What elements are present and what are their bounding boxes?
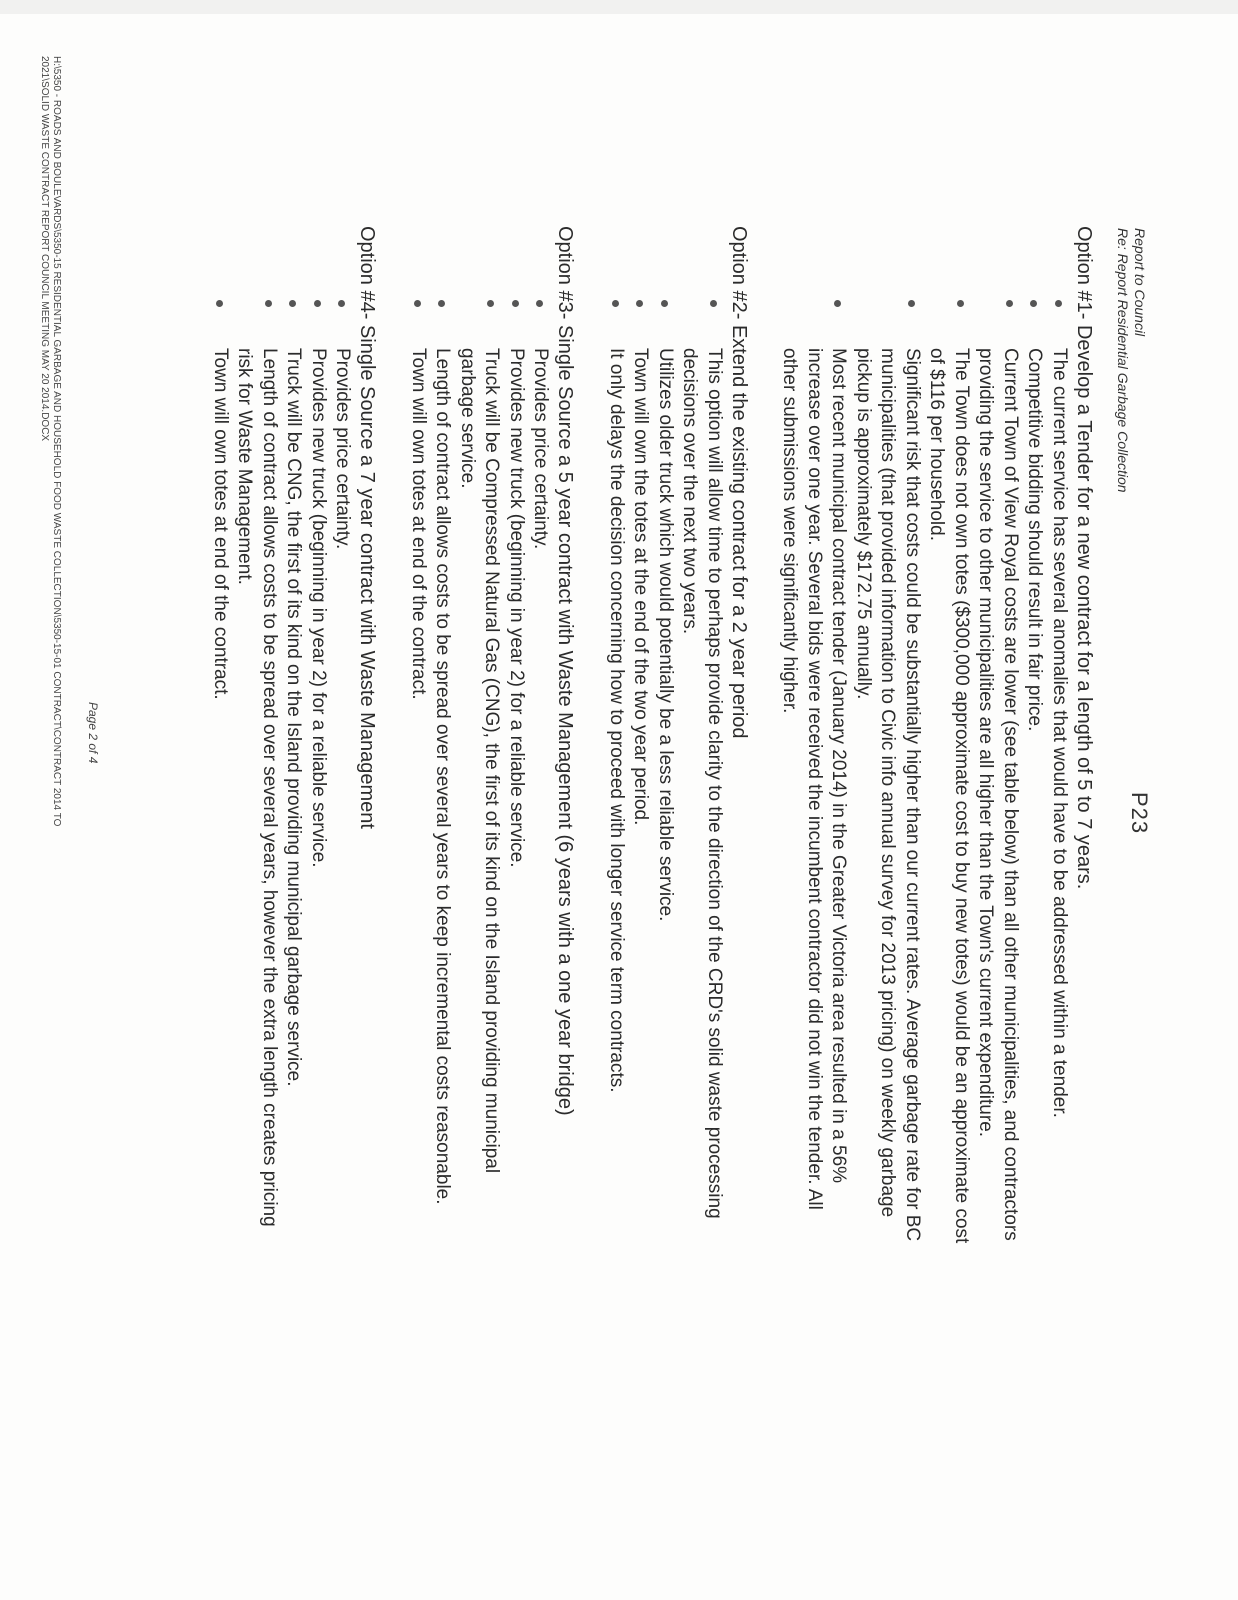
option-4-bullets — [208, 226, 355, 1406]
bullet-icon — [637, 300, 644, 307]
list-item — [604, 326, 629, 1248]
report-header — [1114, 228, 1148, 493]
list-item — [677, 326, 726, 1248]
list-item — [777, 326, 851, 1248]
list-item — [504, 326, 529, 1248]
bullet-icon — [612, 300, 619, 307]
bullet-icon — [314, 300, 321, 307]
options-list — [182, 226, 1097, 1406]
bullet-text: Provides price certainty. — [332, 348, 354, 550]
bullet-text: Most recent municipal contract tender (January 2014) in the Greater Victoria area resulted in a 56% increase over one year. Several bids were received the incumbent contractor did not win the tender. All other submissions were significantly higher. — [779, 348, 850, 1210]
list-item — [406, 326, 431, 1248]
list-item — [924, 326, 973, 1248]
option-2-heading: Option #2- Extend the existing contract for a 2 year period — [728, 226, 750, 739]
bullet-text: Provides new truck (beginning in year 2) for a reliable service. — [506, 348, 527, 868]
list-item — [1022, 326, 1047, 1248]
bullet-text: Truck will be Compressed Natural Gas (CNG), the first of its kind on the Island providing municipal garbage service. — [457, 348, 503, 1174]
bullet-icon — [216, 300, 223, 307]
list-item — [851, 326, 925, 1248]
list-item — [330, 326, 355, 1248]
list-item — [528, 326, 553, 1248]
option-3-bullets — [406, 226, 553, 1406]
page-stamp: P23 — [1127, 792, 1152, 835]
file-path-line-2: 2021\SOLID WASTE CONTRACT REPORT COUNCIL MEETING MAY 20 2014.DOCX — [39, 56, 50, 442]
bullet-text: Current Town of View Royal costs are lower (see table below) than all other municipalities, and contractors providing the service to other municipalities are all higher than the Town's current expenditure. — [975, 348, 1021, 1241]
bullet-text: Town will own the totes at the end of the two year period. — [630, 348, 652, 826]
header-line-2: Re: Report Residential Garbage Collection — [1115, 228, 1131, 493]
list-item — [455, 326, 504, 1248]
bullet-text: Competitive bidding should result in fair price. — [1024, 348, 1046, 732]
list-item — [973, 326, 1022, 1248]
list-item — [653, 326, 678, 1248]
bullet-text: Provides new truck (beginning in year 2) for a reliable service. — [308, 348, 329, 868]
bullet-icon — [661, 300, 668, 307]
option-4-heading: Option #4- Single Source a 7 year contract with Waste Management — [356, 226, 379, 829]
page-number: Page 2 of 4 — [86, 702, 100, 764]
bullet-icon — [265, 300, 272, 307]
bullet-icon — [339, 300, 346, 307]
list-item — [628, 326, 653, 1248]
bullet-icon — [710, 300, 717, 307]
bullet-text: This option will allow time to perhaps provide clarity to the direction of the CRD's solid waste processing decisions over the next two years. — [679, 348, 725, 1219]
bullet-icon — [290, 300, 297, 307]
bullet-icon — [957, 300, 964, 307]
bullet-text: The Town does not own totes ($300,000 approximate cost to buy new totes) would be an approximate cost of $116 per household. — [926, 348, 972, 1244]
option-3-heading: Option #3- Single Source a 5 year contract with Waste Management (6 years with a one year bridge) — [554, 226, 577, 1116]
list-item — [208, 326, 233, 1248]
bullet-icon — [1006, 300, 1013, 307]
bullet-icon — [439, 300, 446, 307]
list-item — [430, 326, 455, 1248]
bullet-icon — [835, 300, 842, 307]
option-2-bullets — [604, 226, 727, 1406]
bullet-icon — [908, 300, 915, 307]
bullet-icon — [488, 300, 495, 307]
list-item — [281, 326, 306, 1248]
list-item — [232, 326, 281, 1248]
file-path-footer — [38, 56, 62, 1116]
option-1-bullets — [777, 226, 1071, 1406]
bullet-text: Significant risk that costs could be substantially higher than our current rates. Average garbage rate for BC municipalities (that provided information to Civic info annual survey for 2013 pricing) on weekly garbage pickup is approximately $172.75 annually. — [853, 348, 923, 1242]
bullet-icon — [1055, 300, 1062, 307]
header-line-1: Report to Council — [1132, 228, 1148, 337]
bullet-icon — [537, 300, 544, 307]
bullet-text: It only delays the decision concerning how to proceed with longer service term contracts. — [606, 348, 627, 1093]
bullet-text: Length of contract allows costs to be spread over several years to keep incremental costs reasonable. — [432, 348, 454, 1205]
bullet-icon — [512, 300, 519, 307]
bullet-icon — [414, 300, 421, 307]
bullet-text: Provides price certainty. — [530, 348, 552, 550]
bullet-text: Utilizes older truck which would potentially be a less reliable service. — [655, 348, 676, 922]
bullet-text: The current service has several anomalies that would have to be addressed within a tender. — [1049, 348, 1070, 1118]
bullet-icon — [1031, 300, 1038, 307]
bullet-text: Town will own totes at end of the contract. — [210, 348, 231, 700]
file-path-line-1: H:\5350 - ROADS AND BOULEVARDS\5350-15 RESIDENTIAL GARBAGE AND HOUSEHOLD FOOD WASTE COLLECTION\5350-15-01 CONTRACT\CONTRACT 2014 TO — [51, 56, 62, 827]
bullet-text: Truck will be CNG, the first of its kind on the Island providing municipal garbage service. — [283, 348, 305, 1087]
option-1-heading: Option #1- Develop a Tender for a new contract for a length of 5 to 7 years. — [1073, 226, 1095, 890]
list-item — [1047, 326, 1072, 1248]
bullet-text: Town will own totes at end of the contract. — [408, 348, 429, 700]
bullet-text: Length of contract allows costs to be spread over several years, however the extra length creates pricing risk for Waste Management. — [234, 348, 280, 1227]
list-item — [306, 326, 331, 1248]
